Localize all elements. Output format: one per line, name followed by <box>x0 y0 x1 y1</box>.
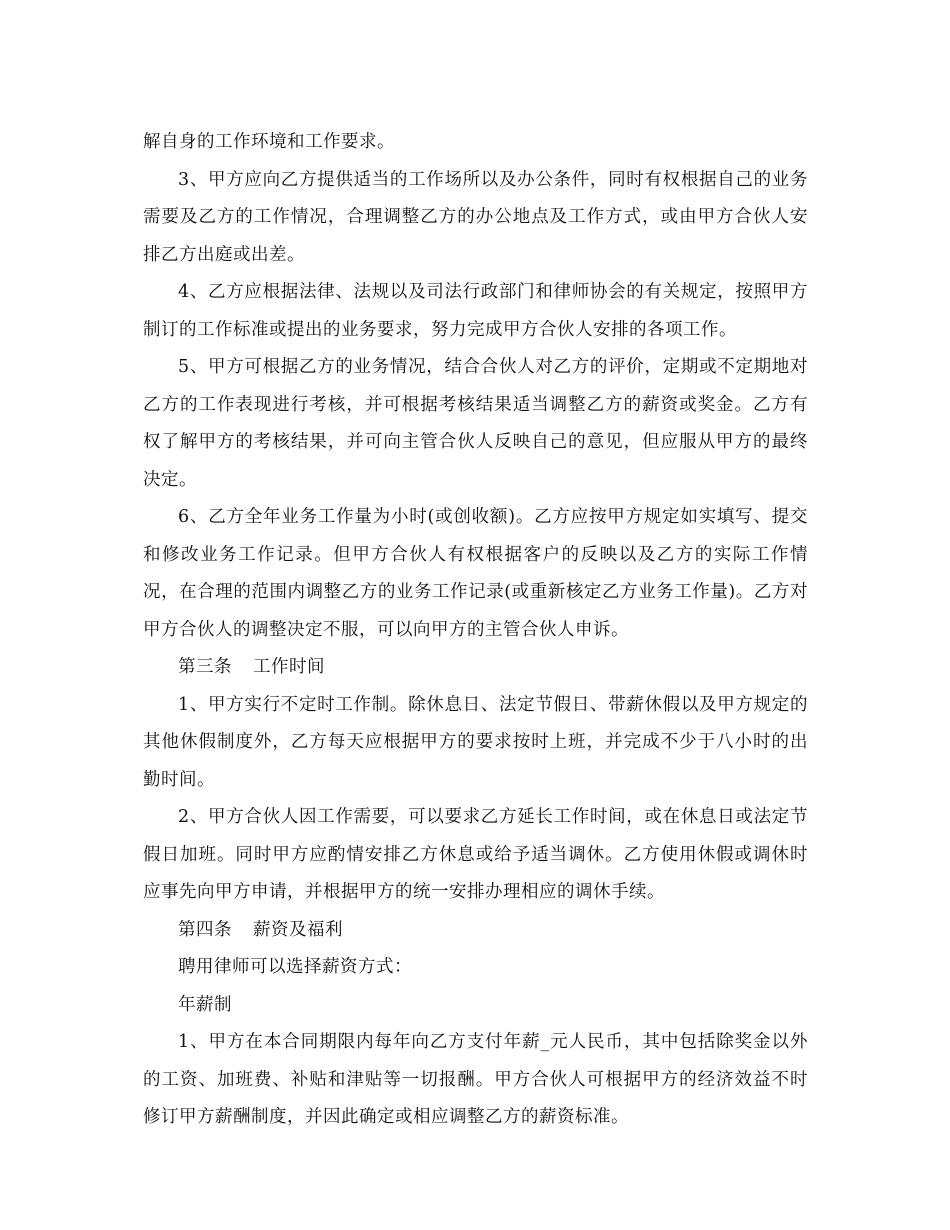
paragraph-continued: 解自身的工作环境和工作要求。 <box>143 132 395 152</box>
article-3-item-1: 1、甲方实行不定时工作制。除休息日、法定节假日、带薪休假以及甲方规定的其他休假制度外，乙方每天应根据甲方的要求按时上班，并完成不少于八小时的出勤时间。 <box>143 694 808 790</box>
document-body <box>143 124 808 1137</box>
clause-2-item-5: 5、甲方可根据乙方的业务情况，结合合伙人对乙方的评价，定期或不定期地对乙方的工作表现进行考核，并可根据考核结果适当调整乙方的薪资或奖金。乙方有权了解甲方的考核结果，并可向主管合伙人反映自己的意见，但应服从甲方的最终决定。 <box>143 357 808 490</box>
clause-2-item-3: 3、甲方应向乙方提供适当的工作场所以及办公条件，同时有权根据自己的业务需要及乙方的工作情况，合理调整乙方的办公地点及工作方式，或由甲方合伙人安排乙方出庭或出差。 <box>143 169 808 265</box>
article-3-title: 工作时间 <box>253 657 325 677</box>
article-3-heading <box>143 649 808 687</box>
clause-2-item-4: 4、乙方应根据法律、法规以及司法行政部门和律师协会的有关规定，按照甲方制订的工作标准或提出的业务要求，努力完成甲方合伙人安排的各项工作。 <box>143 282 808 340</box>
article-4-title: 薪资及福利 <box>253 919 343 940</box>
article-4-item-1: 1、甲方在本合同期限内每年向乙方支付年薪_元人民币，其中包括除奖金以外的工资、加班费、补贴和津贴等一切报酬。甲方合伙人可根据甲方的经济效益不时修订甲方薪酬制度，并因此确定或相应调整乙方的薪资标准。 <box>143 1032 808 1127</box>
article-4-heading <box>143 912 808 950</box>
article-4-number: 第四条 <box>178 919 232 940</box>
article-3-number: 第三条 <box>178 657 232 677</box>
clause-2-item-6: 6、乙方全年业务工作量为小时(或创收额)。乙方应按甲方规定如实填写、提交和修改业务工作记录。但甲方合伙人有权根据客户的反映以及乙方的实际工作情况，在合理的范围内调整乙方的业务工作记录(或重新核定乙方业务工作量)。乙方对甲方合伙人的调整决定不服，可以向甲方的主管合伙人申诉。 <box>143 507 808 640</box>
article-4-subheading: 年薪制 <box>178 994 232 1015</box>
article-4-intro: 聘用律师可以选择薪资方式： <box>178 957 412 977</box>
article-3-item-2: 2、甲方合伙人因工作需要，可以要求乙方延长工作时间，或在休息日或法定节假日加班。同时甲方应酌情安排乙方休息或给予适当调休。乙方使用休假或调休时应事先向甲方申请，并根据甲方的统一安排办理相应的调休手续。 <box>143 807 808 902</box>
